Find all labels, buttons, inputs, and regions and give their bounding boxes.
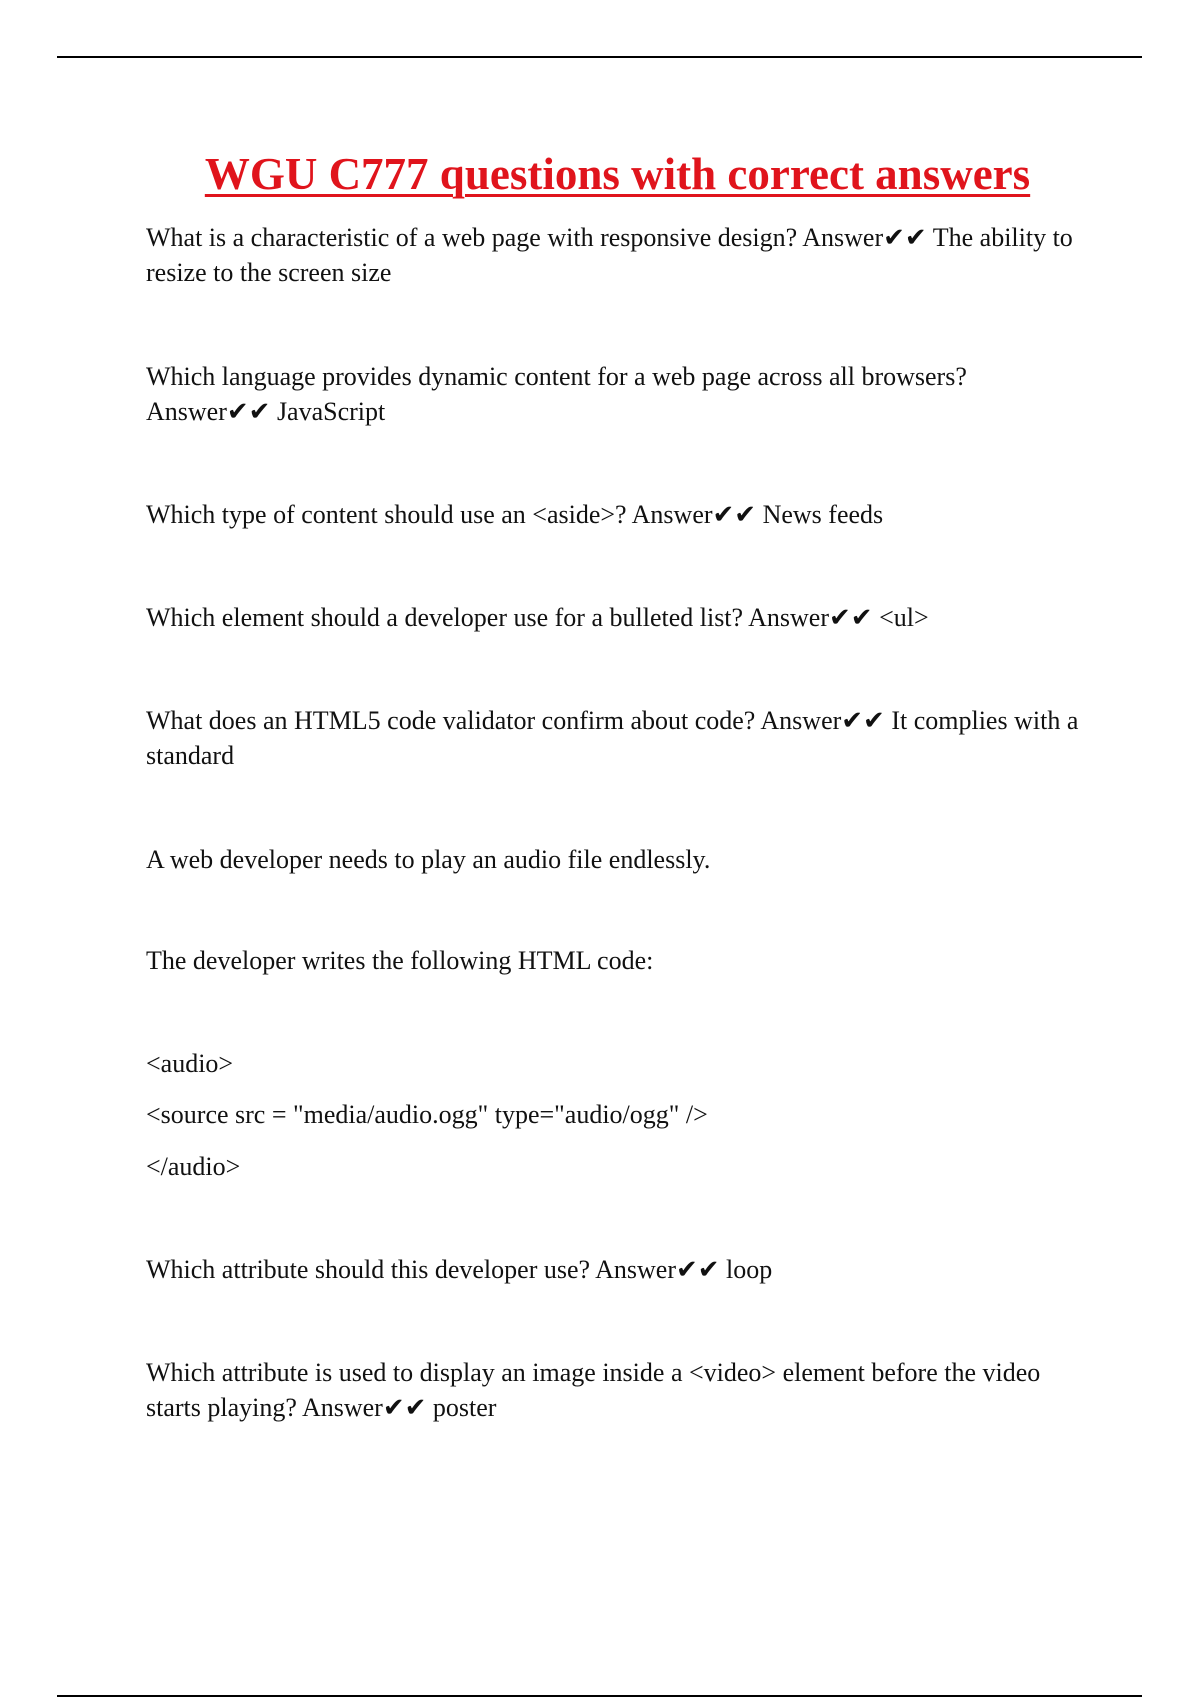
question-aside-content: Which type of content should use an <aside>? Answer✔✔ News feeds [146,500,884,529]
code-line-audio-open: <audio> [146,1049,234,1078]
bottom-divider [57,1695,1142,1697]
top-divider [57,56,1142,58]
question-audio-attribute: Which attribute should this developer use? Answer✔✔ loop [146,1255,773,1284]
question-dynamic-content-language: Which language provides dynamic content for a web page across all browsers? Answer✔✔ JavaScript [146,362,967,426]
question-html5-validator: What does an HTML5 code validator confirm about code? Answer✔✔ It complies with a standard [146,706,1079,770]
code-line-audio-close: </audio> [146,1152,241,1181]
code-line-source: <source src = "media/audio.ogg" type="audio/ogg" /> [146,1100,708,1129]
question-audio-code-intro: The developer writes the following HTML code: [146,946,654,975]
question-bulleted-list: Which element should a developer use for a bulleted list? Answer✔✔ <ul> [146,603,929,632]
document-title: WGU C777 questions with correct answers [204,149,1031,199]
question-responsive-design: What is a characteristic of a web page with responsive design? Answer✔✔ The ability to resize to the screen size [146,223,1073,287]
question-video-poster: Which attribute is used to display an image inside a <video> element before the video starts playing? Answer✔✔ poster [146,1358,1041,1422]
question-audio-intro: A web developer needs to play an audio file endlessly. [146,845,711,874]
